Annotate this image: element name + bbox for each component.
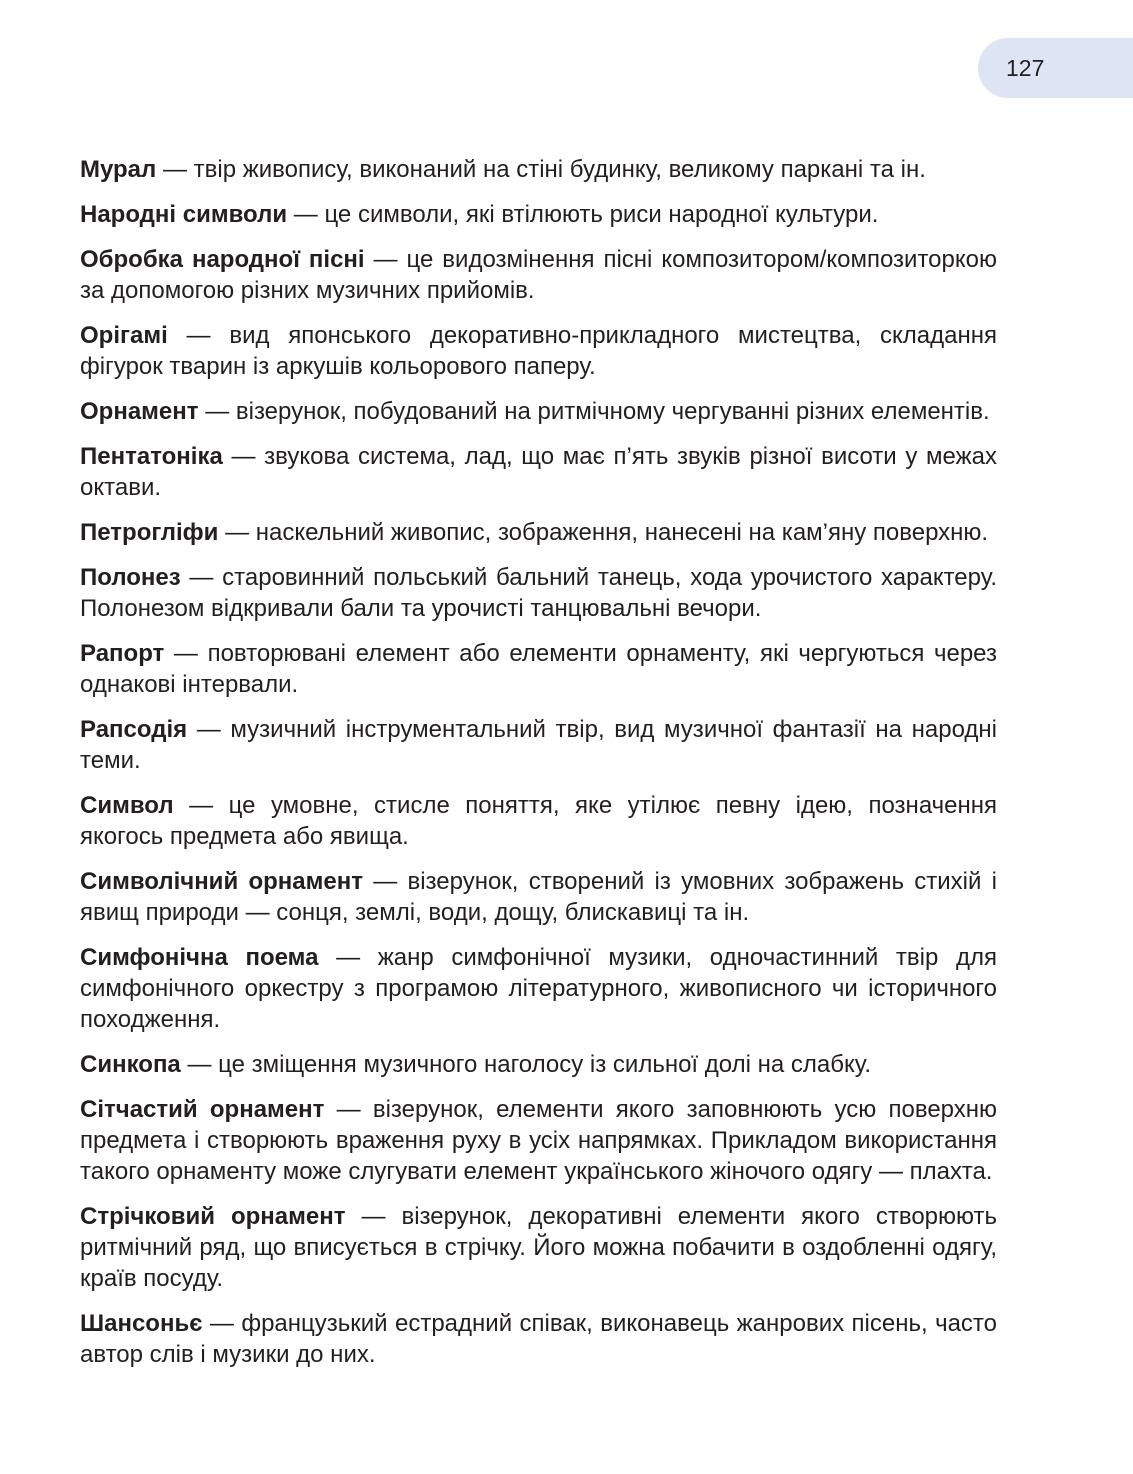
glossary-definition: — французький естрадний співак, виконавець жанрових пісень, часто автор слів і музики до них. [80, 1310, 997, 1368]
glossary-term: Шансоньє [80, 1310, 203, 1337]
glossary-entry [80, 244, 997, 306]
glossary-definition: — це умовне, стисле поняття, яке утілює певну ідею, позначення якогось предмета або явища. [80, 792, 997, 850]
glossary-entry [80, 562, 997, 624]
glossary-definition: — вид японського декоративно-прикладного мистецтва, складання фігурок тварин із аркушів кольорового паперу. [80, 322, 997, 380]
glossary-definition: — візерунок, елементи якого заповнюють усю поверхню предмета і створюють враження руху в усіх напрямках. Прикладом використання такого орнаменту може слугувати елемент українського жіночого одягу — плахта. [80, 1096, 997, 1185]
glossary-entry [80, 320, 997, 382]
glossary-definition: — наскельний живопис, зображення, нанесені на кам’яну поверхню. [218, 519, 989, 546]
glossary-term: Сітчастий орнамент [80, 1096, 325, 1123]
glossary-definition: — візерунок, створений із умовних зображень стихій і явищ природи — сонця, землі, води, дощу, блискавиці та ін. [80, 868, 997, 926]
glossary-definition: — це символи, які втілюють риси народної культури. [287, 201, 879, 228]
glossary-term: Орігамі [80, 322, 168, 349]
glossary-term: Народні символи [80, 201, 288, 228]
glossary-term: Орнамент [80, 398, 199, 425]
glossary-entry [80, 517, 997, 548]
glossary-entry [80, 1308, 997, 1370]
glossary-term: Обробка народної пісні [80, 246, 365, 273]
glossary-definition: — старовинний польський бальний танець, хода урочистого характеру. Полонезом відкривали бали та урочисті танцювальні вечори. [80, 564, 997, 622]
glossary-entry [80, 1049, 997, 1080]
glossary-entry [80, 714, 997, 776]
glossary-definition: — повторювані елемент або елементи орнаменту, які чергуються через однакові інтервали. [80, 640, 997, 698]
glossary-entry [80, 1201, 997, 1294]
glossary-term: Рапорт [80, 640, 165, 667]
glossary-term: Стрічковий орнамент [80, 1203, 346, 1230]
glossary-definition: — візерунок, декоративні елементи якого створюють ритмічний ряд, що вписується в стрічку. Його можна побачити в оздобленні одягу, країв посуду. [80, 1203, 997, 1292]
glossary-term: Пентатоніка [80, 443, 223, 470]
glossary-entry [80, 199, 997, 230]
glossary-term: Рапсодія [80, 716, 188, 743]
glossary-term: Синкопа [80, 1051, 181, 1078]
glossary-definition: — це видозмінення пісні композитором/композиторкою за допомогою різних музичних прийомів. [80, 246, 997, 304]
glossary-entry [80, 396, 997, 427]
page-number-tab [978, 38, 1133, 98]
glossary-term: Символічний орнамент [80, 868, 363, 895]
glossary-definition: — музичний інструментальний твір, вид музичної фантазії на народні теми. [80, 716, 997, 774]
glossary-entry [80, 154, 997, 185]
glossary-entry [80, 942, 997, 1035]
glossary-term: Петрогліфи [80, 519, 219, 546]
glossary-entry [80, 790, 997, 852]
glossary-definition: — твір живопису, виконаний на стіні будинку, великому паркані та ін. [156, 156, 926, 183]
glossary-definition: — візерунок, побудований на ритмічному чергуванні різних елементів. [198, 398, 990, 425]
glossary-term: Полонез [80, 564, 181, 591]
glossary-definition: — звукова система, лад, що має п’ять звуків різної висоти у межах октави. [80, 443, 997, 501]
glossary-definition: — це зміщення музичного наголосу із сильної долі на слабку. [180, 1051, 871, 1078]
glossary-definition: — жанр симфонічної музики, одночастинний твір для симфонічного оркестру з програмою літературного, живописного чи історичного походження. [80, 944, 998, 1033]
glossary-term: Мурал [80, 156, 157, 183]
glossary-term: Символ [80, 792, 174, 819]
glossary-entry [80, 866, 997, 928]
glossary-entry [80, 638, 997, 700]
glossary-term: Симфонічна поема [80, 944, 319, 971]
glossary-entry [80, 1094, 997, 1187]
glossary-entry [80, 441, 997, 503]
glossary-list [80, 154, 997, 1384]
page-number: 127 [1006, 54, 1045, 81]
